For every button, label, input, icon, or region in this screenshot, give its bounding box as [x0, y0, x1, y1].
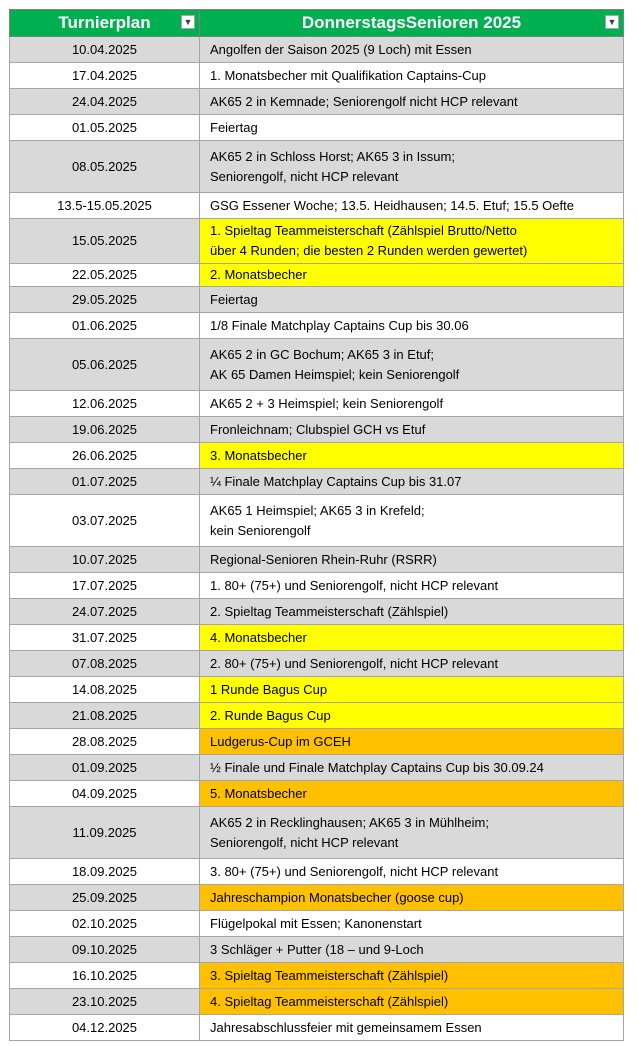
table-row	[10, 703, 624, 729]
event-text-line: über 4 Runden; die besten 2 Runden werden gewertet)	[210, 243, 528, 258]
event-text-line: 3 Schläger + Putter (18 – und 9-Loch	[210, 941, 424, 957]
table-row	[10, 391, 624, 417]
event-cell[interactable]	[200, 547, 624, 573]
event-text-line: AK65 2 + 3 Heimspiel; kein Seniorengolf	[210, 395, 444, 411]
event-cell[interactable]	[200, 313, 624, 339]
date-cell[interactable]: 01.09.2025	[10, 755, 200, 781]
event-text-line: Regional-Senioren Rhein-Ruhr (RSRR)	[210, 551, 437, 567]
event-cell[interactable]	[200, 599, 624, 625]
table-row	[10, 287, 624, 313]
event-text-line: 2. Runde Bagus Cup	[210, 707, 331, 723]
event-text-line: AK65 2 in Schloss Horst; AK65 3 in Issum;	[210, 148, 455, 164]
date-cell[interactable]: 22.05.2025	[10, 264, 200, 287]
event-text-line: 1. 80+ (75+) und Seniorengolf, nicht HCP relevant	[210, 577, 499, 593]
date-cell[interactable]: 25.09.2025	[10, 885, 200, 911]
date-cell[interactable]: 23.10.2025	[10, 989, 200, 1015]
event-text-line: Seniorengolf, nicht HCP relevant	[210, 168, 399, 184]
event-cell[interactable]	[200, 219, 624, 264]
date-cell[interactable]: 02.10.2025	[10, 911, 200, 937]
table-row	[10, 781, 624, 807]
event-cell[interactable]	[200, 193, 624, 219]
event-text-line: 3. Spieltag Teammeisterschaft (Zählspiel)	[210, 967, 449, 983]
table-row	[10, 885, 624, 911]
date-cell[interactable]: 21.08.2025	[10, 703, 200, 729]
table-row	[10, 625, 624, 651]
date-cell[interactable]: 04.12.2025	[10, 1015, 200, 1041]
table-row	[10, 469, 624, 495]
event-text-line: Jahreschampion Monatsbecher (goose cup)	[210, 889, 464, 905]
event-text-line: Angolfen der Saison 2025 (9 Loch) mit Essen	[210, 41, 472, 57]
table-row	[10, 573, 624, 599]
table-row	[10, 729, 624, 755]
table-row	[10, 313, 624, 339]
header-row	[10, 10, 624, 37]
date-cell[interactable]: 29.05.2025	[10, 287, 200, 313]
event-text-line: 1. Spieltag Teammeisterschaft (Zählspiel Brutto/Netto	[210, 223, 517, 238]
table-row	[10, 859, 624, 885]
event-text-line: Fronleichnam; Clubspiel GCH vs Etuf	[210, 421, 426, 437]
table-row	[10, 37, 624, 63]
event-text-line: AK65 2 in GC Bochum; AK65 3 in Etuf;	[210, 346, 435, 362]
event-cell[interactable]	[200, 625, 624, 651]
date-cell[interactable]: 01.07.2025	[10, 469, 200, 495]
event-text-line: Feiertag	[210, 119, 258, 135]
event-cell[interactable]	[200, 937, 624, 963]
event-cell[interactable]	[200, 781, 624, 807]
table-row	[10, 755, 624, 781]
event-text-line: AK 65 Damen Heimspiel; kein Seniorengolf	[210, 366, 460, 382]
table-row	[10, 547, 624, 573]
table-row	[10, 219, 624, 264]
table-row	[10, 677, 624, 703]
table-row	[10, 193, 624, 219]
event-cell[interactable]	[200, 677, 624, 703]
column-header-event	[200, 10, 624, 37]
date-cell[interactable]: 14.08.2025	[10, 677, 200, 703]
event-text-line: kein Seniorengolf	[210, 522, 311, 538]
event-text-line: GSG Essener Woche; 13.5. Heidhausen; 14.5. Etuf; 15.5 Oefte	[210, 197, 574, 213]
event-text-line: 3. Monatsbecher	[210, 447, 307, 463]
event-cell[interactable]	[200, 469, 624, 495]
event-cell[interactable]	[200, 651, 624, 677]
table-row	[10, 911, 624, 937]
table-row	[10, 495, 624, 547]
date-cell[interactable]: 17.07.2025	[10, 573, 200, 599]
event-cell[interactable]	[200, 989, 624, 1015]
event-cell[interactable]	[200, 495, 624, 547]
event-cell[interactable]	[200, 729, 624, 755]
event-text-line: Flügelpokal mit Essen; Kanonenstart	[210, 915, 422, 931]
event-text-line: AK65 2 in Kemnade; Seniorengolf nicht HCP relevant	[210, 93, 518, 109]
date-cell[interactable]: 01.06.2025	[10, 313, 200, 339]
event-text-line: 1/8 Finale Matchplay Captains Cup bis 30.06	[210, 317, 469, 333]
event-cell[interactable]	[200, 1015, 624, 1041]
event-cell[interactable]	[200, 287, 624, 313]
filter-dropdown-icon[interactable]: ▼	[181, 15, 195, 29]
date-cell[interactable]: 11.09.2025	[10, 807, 200, 859]
date-cell[interactable]: 18.09.2025	[10, 859, 200, 885]
column-header-label: DonnerstagsSenioren 2025	[301, 13, 522, 32]
event-cell[interactable]	[200, 63, 624, 89]
event-text-line: 5. Monatsbecher	[210, 785, 307, 801]
event-text-line: Seniorengolf, nicht HCP relevant	[210, 834, 399, 850]
event-text-line: 4. Monatsbecher	[210, 629, 307, 645]
date-cell[interactable]: 08.05.2025	[10, 141, 200, 193]
event-text-line: 1. Monatsbecher mit Qualifikation Captains-Cup	[210, 67, 487, 83]
event-text-line: 2. 80+ (75+) und Seniorengolf, nicht HCP relevant	[210, 655, 499, 671]
date-cell[interactable]: 24.07.2025	[10, 599, 200, 625]
table-row	[10, 651, 624, 677]
column-header-tournament-plan	[10, 10, 200, 37]
event-cell[interactable]	[200, 264, 624, 287]
table-row	[10, 115, 624, 141]
date-cell[interactable]: 03.07.2025	[10, 495, 200, 547]
event-cell[interactable]	[200, 573, 624, 599]
table-row	[10, 1015, 624, 1041]
date-cell[interactable]: 24.04.2025	[10, 89, 200, 115]
table-row	[10, 264, 624, 287]
table-row	[10, 141, 624, 193]
event-text-line: 2. Spieltag Teammeisterschaft (Zählspiel)	[210, 603, 449, 619]
event-text-line: Feiertag	[210, 291, 258, 307]
event-cell[interactable]	[200, 391, 624, 417]
event-text-line: 1 Runde Bagus Cup	[210, 681, 328, 697]
event-cell[interactable]	[200, 115, 624, 141]
event-cell[interactable]	[200, 911, 624, 937]
event-cell[interactable]	[200, 859, 624, 885]
event-cell[interactable]	[200, 37, 624, 63]
column-header-label: Turnierplan	[58, 13, 151, 32]
event-text-line: Ludgerus-Cup im GCEH	[210, 733, 351, 749]
event-cell[interactable]	[200, 339, 624, 391]
table-row	[10, 989, 624, 1015]
filter-dropdown-icon[interactable]: ▼	[605, 15, 619, 29]
date-cell[interactable]: 28.08.2025	[10, 729, 200, 755]
date-cell[interactable]: 19.06.2025	[10, 417, 200, 443]
date-cell[interactable]: 10.07.2025	[10, 547, 200, 573]
table-row	[10, 339, 624, 391]
event-cell[interactable]	[200, 89, 624, 115]
date-cell[interactable]: 10.04.2025	[10, 37, 200, 63]
event-text-line: Jahresabschlussfeier mit gemeinsamem Essen	[210, 1019, 482, 1035]
date-cell[interactable]: 17.04.2025	[10, 63, 200, 89]
event-text-line: ½ Finale und Finale Matchplay Captains Cup bis 30.09.24	[210, 759, 544, 775]
date-cell[interactable]: 12.06.2025	[10, 391, 200, 417]
event-cell[interactable]	[200, 885, 624, 911]
date-cell[interactable]: 15.05.2025	[10, 219, 200, 264]
event-cell[interactable]	[200, 141, 624, 193]
event-text-line: 3. 80+ (75+) und Seniorengolf, nicht HCP relevant	[210, 863, 499, 879]
event-cell[interactable]	[200, 755, 624, 781]
table-row	[10, 807, 624, 859]
table-row	[10, 63, 624, 89]
table-row	[10, 417, 624, 443]
table-row	[10, 937, 624, 963]
table-row	[10, 89, 624, 115]
event-cell[interactable]	[200, 703, 624, 729]
date-cell[interactable]: 26.06.2025	[10, 443, 200, 469]
event-text-line: AK65 1 Heimspiel; AK65 3 in Krefeld;	[210, 502, 425, 518]
tournament-schedule-table	[9, 9, 624, 1041]
event-cell[interactable]	[200, 443, 624, 469]
date-cell[interactable]: 04.09.2025	[10, 781, 200, 807]
event-text-line: 2. Monatsbecher	[210, 267, 307, 282]
event-cell[interactable]	[200, 807, 624, 859]
event-cell[interactable]	[200, 417, 624, 443]
table-row	[10, 599, 624, 625]
table-row	[10, 443, 624, 469]
date-cell[interactable]: 01.05.2025	[10, 115, 200, 141]
date-cell[interactable]: 16.10.2025	[10, 963, 200, 989]
event-text-line: AK65 2 in Recklinghausen; AK65 3 in Mühlheim;	[210, 814, 489, 830]
event-cell[interactable]	[200, 963, 624, 989]
event-text-line: 4. Spieltag Teammeisterschaft (Zählspiel)	[210, 993, 449, 1009]
date-cell[interactable]: 31.07.2025	[10, 625, 200, 651]
date-cell[interactable]: 05.06.2025	[10, 339, 200, 391]
date-cell[interactable]: 07.08.2025	[10, 651, 200, 677]
date-cell[interactable]: 13.5-15.05.2025	[10, 193, 200, 219]
table-row	[10, 963, 624, 989]
date-cell[interactable]: 09.10.2025	[10, 937, 200, 963]
event-text-line: ¼ Finale Matchplay Captains Cup bis 31.07	[210, 473, 462, 489]
